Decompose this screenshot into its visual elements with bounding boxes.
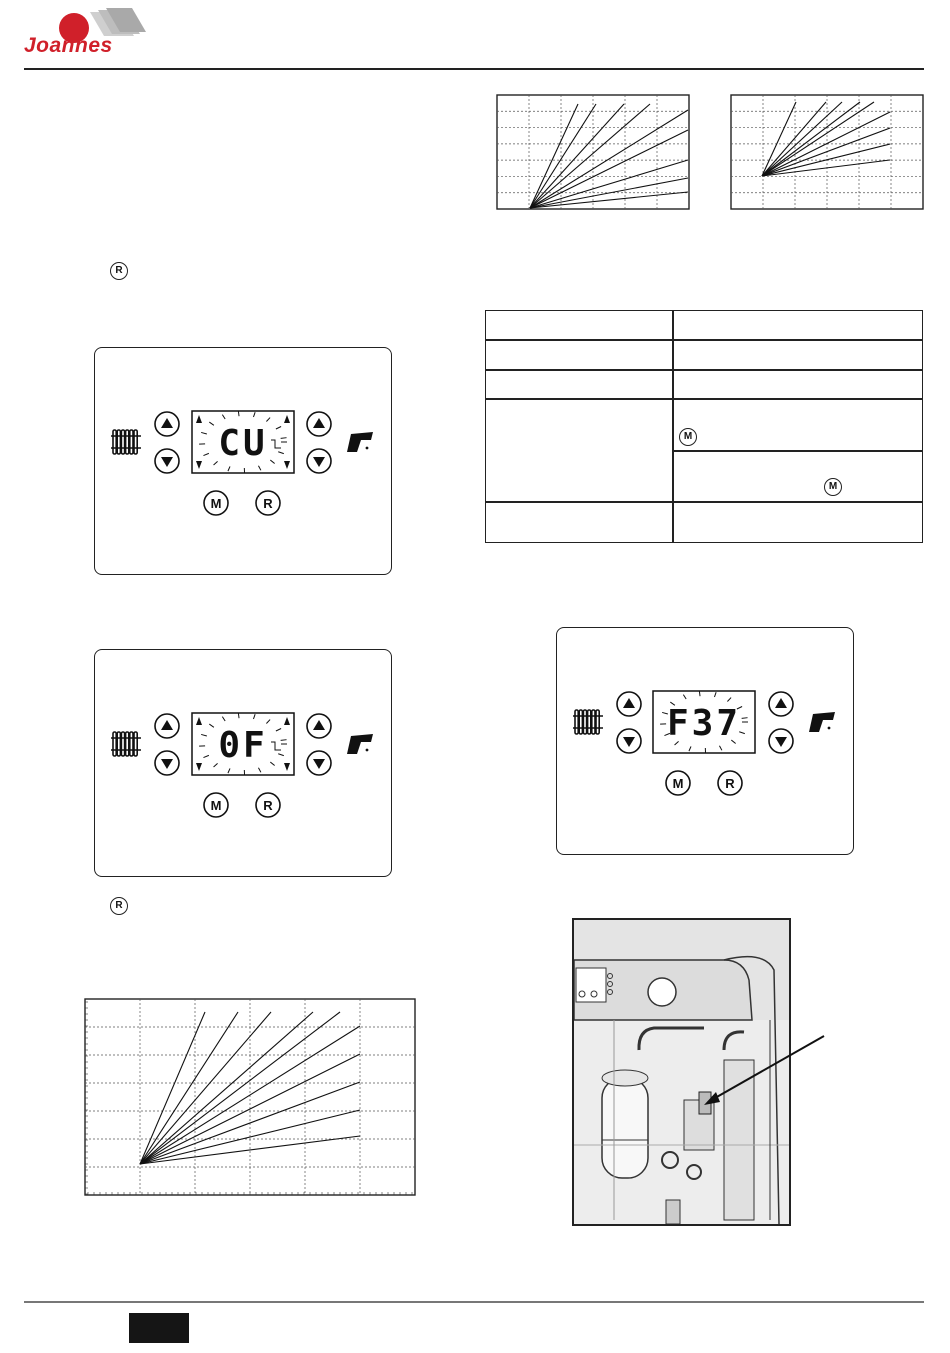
button-label: M [672,776,684,791]
heating-up-button [155,714,179,738]
blink-ray [281,740,287,741]
reset-button-icon: R [110,897,128,915]
control-panel-drawing [557,628,855,856]
heating-up-button [155,412,179,436]
control-panel-0f [94,649,392,877]
table-row-divider [486,398,922,400]
heating-up-button [617,692,641,716]
radiator-icon [111,430,141,454]
heating-curve-drawing [84,998,416,1196]
page-number-tab [129,1313,189,1343]
heating-down-button [155,751,179,775]
display-code: 0F [218,725,268,766]
hot-water-tap-icon [347,734,373,754]
heating-curve-drawing [730,94,924,210]
button-label: M [210,496,222,511]
control-panel-f37 [556,627,854,855]
table-row-divider [486,501,922,503]
button-label: R [263,496,273,511]
pointer-arrow [690,1030,830,1120]
mode-button-icon: M [679,428,697,446]
dhw-up-button [307,714,331,738]
mode-button [204,491,228,515]
reset-button [256,793,280,817]
dhw-down-button [307,449,331,473]
reset-button [718,771,742,795]
mode-button [666,771,690,795]
mode-button-icon: M [824,478,842,496]
table-row-divider [486,339,922,341]
dhw-down-button [769,729,793,753]
table-row-divider [486,369,922,371]
parameter-table [485,310,923,543]
radiator-icon [111,732,141,756]
table-column-divider [672,311,674,542]
button-label: M [210,798,222,813]
button-label: R [725,776,735,791]
blink-ray [281,438,287,439]
heating-curve-graph-large [84,998,416,1196]
button-label: R [263,798,273,813]
heating-curve-graph-small-1 [496,94,690,210]
header-rule [24,68,924,70]
dhw-up-button [307,412,331,436]
reset-button [256,491,280,515]
blink-ray [238,411,239,416]
display-code: CU [218,423,268,464]
heating-down-button [155,449,179,473]
dhw-up-button [769,692,793,716]
control-panel-cu [94,347,392,575]
table-row-divider [672,450,922,452]
display-code: F37 [666,703,742,744]
blink-ray [742,718,748,719]
hot-water-tap-icon [809,712,835,732]
heating-curve-graph-small-2 [730,94,924,210]
heating-down-button [617,729,641,753]
radiator-icon [573,710,603,734]
control-panel-drawing [95,348,393,576]
blink-ray [238,713,239,718]
reset-button-icon: R [110,262,128,280]
mode-button [204,793,228,817]
hot-water-tap-icon [347,432,373,452]
blink-ray [699,691,700,696]
brand-name: Joannes [24,34,113,57]
heating-curve-drawing [496,94,690,210]
footer-rule [24,1301,924,1303]
control-panel-drawing [95,650,393,878]
dhw-down-button [307,751,331,775]
